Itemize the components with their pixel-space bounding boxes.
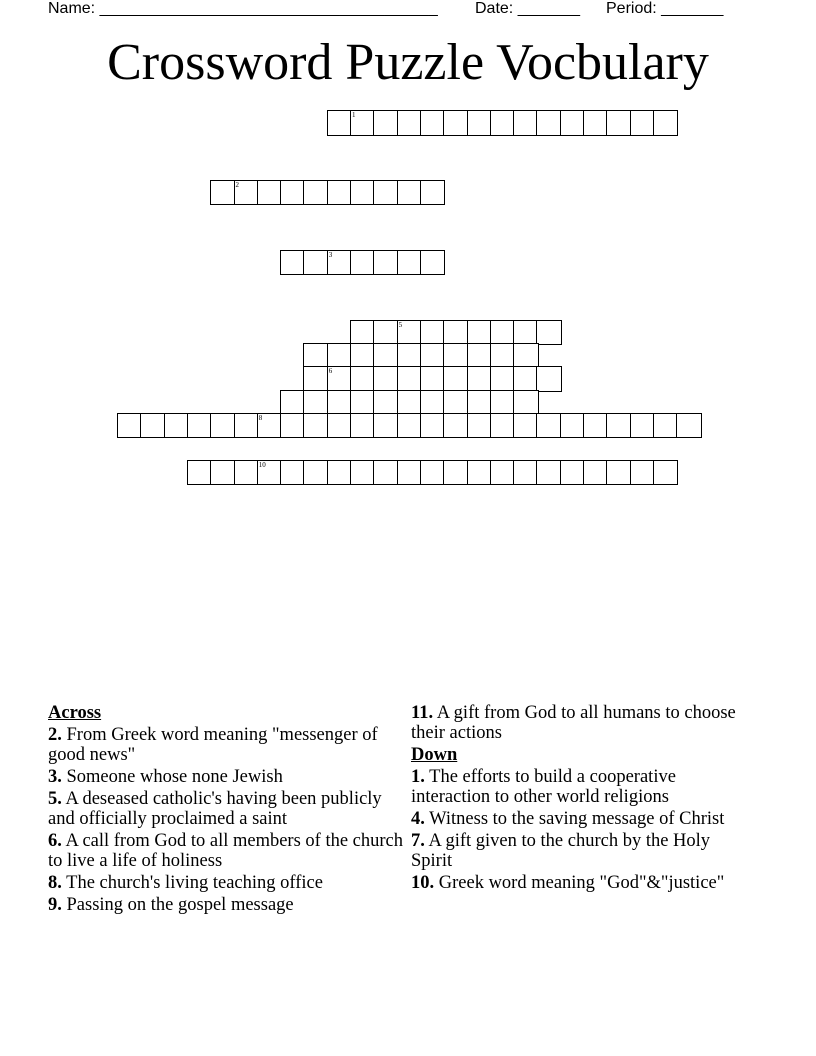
clue-down-4: 4. Witness to the saving message of Christ	[411, 809, 725, 829]
crossword-cell[interactable]	[490, 413, 516, 439]
crossword-cell[interactable]	[513, 366, 539, 392]
crossword-cell[interactable]	[513, 460, 539, 486]
crossword-cell[interactable]	[420, 366, 446, 392]
crossword-cell[interactable]	[443, 366, 469, 392]
crossword-cell[interactable]	[513, 320, 539, 346]
crossword-cell[interactable]	[513, 343, 539, 369]
crossword-cell[interactable]	[303, 413, 329, 439]
crossword-cell[interactable]	[490, 390, 516, 416]
crossword-cell[interactable]	[210, 413, 236, 439]
crossword-cell[interactable]	[373, 320, 399, 346]
crossword-cell[interactable]	[397, 390, 423, 416]
crossword-cell[interactable]	[140, 413, 166, 439]
crossword-cell[interactable]	[560, 110, 586, 136]
crossword-cell[interactable]	[350, 250, 376, 276]
clue-number: 5	[398, 320, 403, 329]
crossword-cell[interactable]	[397, 460, 423, 486]
crossword-cell[interactable]	[373, 110, 399, 136]
crossword-cell[interactable]	[467, 460, 493, 486]
crossword-cell[interactable]	[187, 413, 213, 439]
crossword-cell[interactable]	[676, 413, 702, 439]
crossword-cell[interactable]	[397, 413, 423, 439]
clue-across-8: 8. The church's living teaching office	[48, 873, 323, 893]
crossword-cell[interactable]	[536, 460, 562, 486]
clue-number: 1	[352, 111, 356, 119]
crossword-cell[interactable]	[397, 366, 423, 392]
clue-across-5: 5. A deseased catholic's having been publicly and officially proclaimed a saint	[48, 789, 382, 829]
crossword-cell[interactable]	[327, 180, 353, 206]
crossword-cell[interactable]	[420, 390, 446, 416]
crossword-cell[interactable]	[630, 110, 656, 136]
crossword-cell[interactable]	[280, 390, 306, 416]
crossword-cell[interactable]	[536, 110, 562, 136]
crossword-cell[interactable]	[536, 366, 562, 392]
crossword-cell[interactable]	[583, 110, 609, 136]
crossword-cell[interactable]	[117, 413, 143, 439]
crossword-cell[interactable]	[350, 180, 376, 206]
crossword-cell[interactable]	[397, 250, 423, 276]
clues-column-right	[411, 703, 741, 895]
crossword-cell[interactable]	[606, 110, 632, 136]
crossword-cell[interactable]	[420, 180, 446, 206]
crossword-cell[interactable]	[280, 413, 306, 439]
crossword-cell[interactable]	[397, 320, 423, 346]
crossword-cell[interactable]	[327, 250, 353, 276]
clue-across-11: 11. A gift from God to all humans to choose their actions	[411, 703, 736, 743]
crossword-cell[interactable]	[373, 250, 399, 276]
crossword-cell[interactable]	[234, 413, 260, 439]
crossword-cell[interactable]	[536, 320, 562, 346]
crossword-cell[interactable]	[303, 460, 329, 486]
crossword-cell[interactable]	[420, 460, 446, 486]
crossword-cell[interactable]	[467, 320, 493, 346]
crossword-cell[interactable]	[420, 250, 446, 276]
clue-across-9: 9. Passing on the gospel message	[48, 895, 294, 915]
crossword-cell[interactable]	[443, 343, 469, 369]
crossword-cell[interactable]	[467, 110, 493, 136]
crossword-cell[interactable]	[583, 460, 609, 486]
crossword-cell[interactable]	[280, 180, 306, 206]
crossword-cell[interactable]	[234, 460, 260, 486]
crossword-cell[interactable]	[513, 413, 539, 439]
crossword-cell[interactable]	[443, 413, 469, 439]
clue-number: 8	[258, 413, 263, 422]
crossword-cell[interactable]	[210, 180, 236, 206]
crossword-cell[interactable]	[443, 460, 469, 486]
name-field-label: Name: ______________________________________	[48, 0, 438, 17]
clue-across-3: 3. Someone whose none Jewish	[48, 767, 283, 787]
crossword-cell[interactable]	[303, 180, 329, 206]
crossword-cell[interactable]	[350, 320, 376, 346]
crossword-cell[interactable]	[327, 413, 353, 439]
crossword-cell[interactable]	[373, 180, 399, 206]
crossword-cell[interactable]	[327, 343, 353, 369]
crossword-cell[interactable]	[280, 460, 306, 486]
crossword-cell[interactable]	[350, 390, 376, 416]
crossword-cell[interactable]	[560, 413, 586, 439]
crossword-cell[interactable]	[397, 180, 423, 206]
crossword-cell[interactable]	[630, 413, 656, 439]
crossword-cell[interactable]	[303, 366, 329, 392]
crossword-cell[interactable]	[350, 343, 376, 369]
crossword-cell[interactable]	[467, 390, 493, 416]
crossword-cell[interactable]	[397, 343, 423, 369]
crossword-cell[interactable]	[653, 413, 679, 439]
crossword-cell[interactable]	[420, 110, 446, 136]
clue-number: 2	[235, 180, 239, 189]
crossword-cell[interactable]	[373, 390, 399, 416]
crossword-cell[interactable]	[350, 413, 376, 439]
crossword-cell[interactable]	[536, 413, 562, 439]
crossword-cell[interactable]	[210, 460, 236, 486]
crossword-cell[interactable]	[280, 250, 306, 276]
clue-number: 3	[328, 250, 333, 259]
clue-number: 10	[258, 460, 266, 469]
crossword-cell[interactable]	[327, 366, 353, 392]
crossword-cell[interactable]	[630, 460, 656, 486]
crossword-cell[interactable]	[490, 110, 516, 136]
crossword-cell[interactable]	[443, 110, 469, 136]
crossword-cell[interactable]	[420, 320, 446, 346]
crossword-cell[interactable]	[257, 413, 283, 439]
crossword-cell[interactable]	[303, 250, 329, 276]
crossword-cell[interactable]	[606, 460, 632, 486]
crossword-cell[interactable]	[606, 413, 632, 439]
crossword-cell[interactable]	[373, 343, 399, 369]
crossword-cell[interactable]	[373, 413, 399, 439]
crossword-cell[interactable]	[350, 460, 376, 486]
clue-across-6: 6. A call from God to all members of the church to live a life of holiness	[48, 831, 404, 871]
crossword-cell[interactable]	[513, 390, 539, 416]
crossword-cell[interactable]	[443, 390, 469, 416]
crossword-cell[interactable]	[467, 343, 493, 369]
crossword-cell[interactable]	[257, 180, 283, 206]
page-title: Crossword Puzzle Vocbulary	[107, 34, 709, 91]
crossword-cell[interactable]	[303, 390, 329, 416]
crossword-cell[interactable]	[350, 366, 376, 392]
date-field-label: Date: _______	[475, 0, 580, 17]
crossword-cell[interactable]	[490, 460, 516, 486]
crossword-cell[interactable]	[187, 460, 213, 486]
crossword-cell[interactable]	[257, 460, 283, 486]
clue-down-10: 10. Greek word meaning "God"&"justice"	[411, 873, 725, 893]
crossword-cell[interactable]	[560, 460, 586, 486]
clue-down-1: 1. The efforts to build a cooperative interaction to other world religions	[411, 767, 676, 807]
down-heading: Down	[411, 745, 458, 765]
crossword-cell[interactable]	[420, 343, 446, 369]
crossword-cell[interactable]	[303, 343, 329, 369]
crossword-cell[interactable]	[467, 413, 493, 439]
crossword-cell[interactable]	[164, 413, 190, 439]
crossword-cell[interactable]	[373, 366, 399, 392]
crossword-cell[interactable]	[420, 413, 446, 439]
crossword-cell[interactable]	[327, 390, 353, 416]
across-heading: Across	[48, 703, 102, 723]
crossword-cell[interactable]	[513, 110, 539, 136]
crossword-cell[interactable]	[653, 110, 679, 136]
clue-down-7: 7. A gift given to the church by the Holy Spirit	[411, 831, 711, 871]
crossword-cell[interactable]	[653, 460, 679, 486]
crossword-cell[interactable]	[490, 343, 516, 369]
crossword-cell[interactable]	[467, 366, 493, 392]
crossword-cell[interactable]	[490, 366, 516, 392]
clue-number: 6	[328, 367, 333, 376]
crossword-cell[interactable]	[327, 460, 353, 486]
crossword-cell[interactable]	[397, 110, 423, 136]
crossword-cell[interactable]	[443, 320, 469, 346]
crossword-cell[interactable]	[350, 110, 376, 136]
crossword-cell[interactable]	[583, 413, 609, 439]
clues-column-left	[48, 703, 408, 917]
crossword-cell[interactable]	[373, 460, 399, 486]
clue-across-2: 2. From Greek word meaning "messenger of good news"	[48, 725, 378, 765]
period-field-label: Period: _______	[606, 0, 724, 17]
crossword-cell[interactable]	[327, 110, 353, 136]
crossword-cell[interactable]	[490, 320, 516, 346]
crossword-cell[interactable]	[234, 180, 260, 206]
